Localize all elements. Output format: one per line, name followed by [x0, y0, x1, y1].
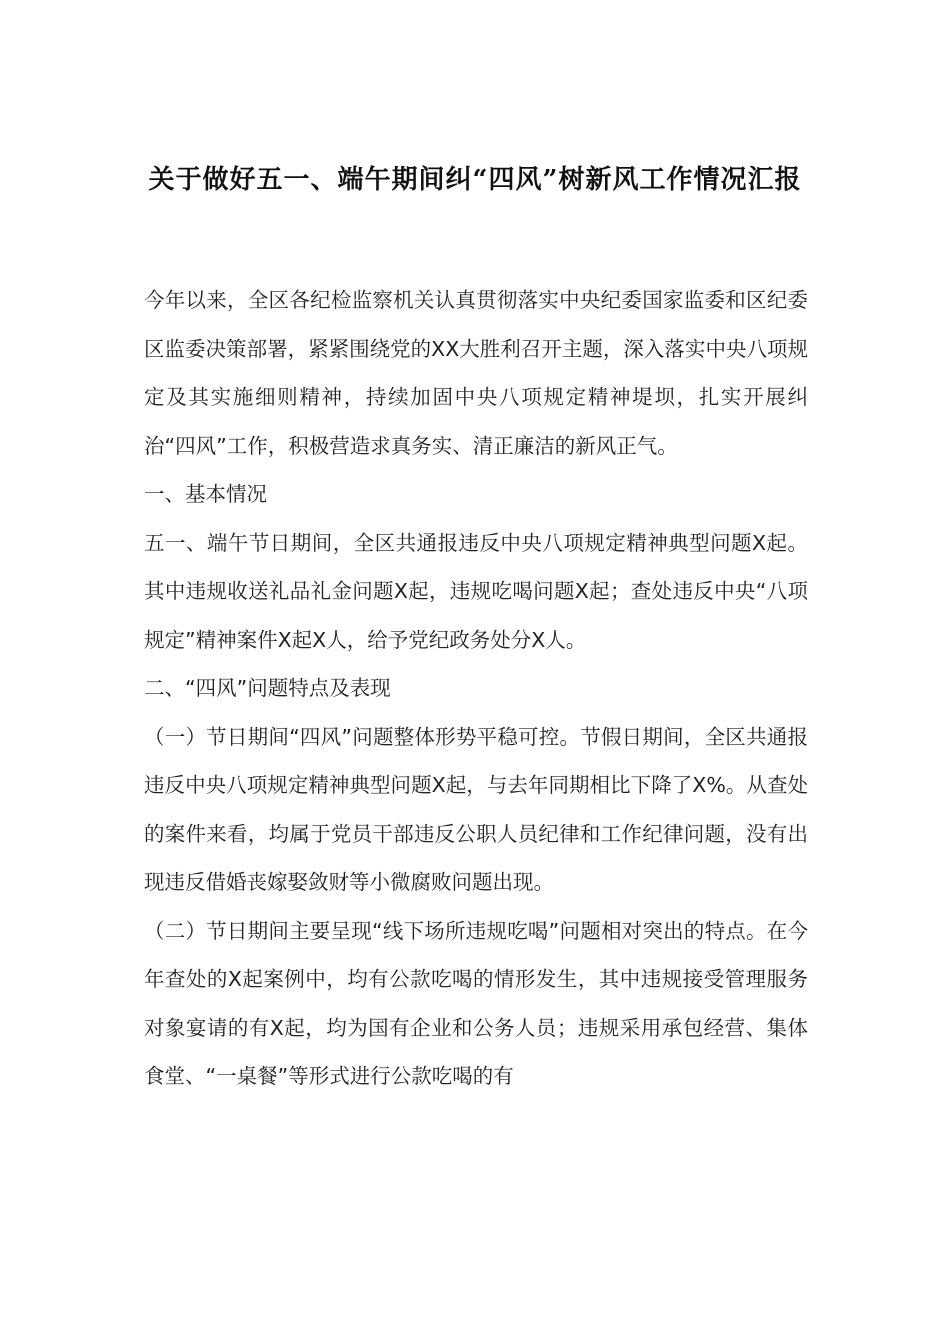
basic-situation-paragraph: 五一、端午节日期间，全区共通报违反中央八项规定精神典型问题X起。其中违规收送礼品礼金问题X起，违规吃喝问题X起；查处违反中央“八项规定”精神案件X起X人，给予党纪政务处分X人。 [144, 530, 808, 652]
section-heading-basic-situation: 一、基本情况 [144, 482, 267, 506]
document-title: 关于做好五一、端午期间纠“四风”树新风工作情况汇报 [148, 165, 802, 195]
intro-paragraph: 今年以来，全区各纪检监察机关认真贯彻落实中央纪委国家监委和区纪委区监委决策部署，紧紧围绕党的XX大胜利召开主题，深入落实中央八项规定及其实施细则精神，持续加固中央八项规定精神堤坝，扎实开展纠治“四风”工作，积极营造求真务实、清正廉洁的新风正气。 [144, 288, 808, 458]
feature-two-paragraph: （二）节日期间主要呈现“线下场所违规吃喝”问题相对突出的特点。在今年查处的X起案例中，均有公款吃喝的情形发生，其中违规接受管理服务对象宴请的有X起，均为国有企业和公务人员；违规采用承包经营、集体食堂、“一桌餐”等形式进行公款吃喝的有 [144, 918, 808, 1088]
feature-one-paragraph: （一）节日期间“四风”问题整体形势平稳可控。节假日期间，全区共通报违反中央八项规定精神典型问题X起，与去年同期相比下降了X%。从查处的案件来看，均属于党员干部违反公职人员纪律和工作纪律问题，没有出现违反借婚丧嫁娶敛财等小微腐败问题出现。 [144, 724, 808, 894]
document-body [144, 276, 808, 1101]
section-heading-four-winds-features: 二、“四风”问题特点及表现 [144, 676, 391, 700]
